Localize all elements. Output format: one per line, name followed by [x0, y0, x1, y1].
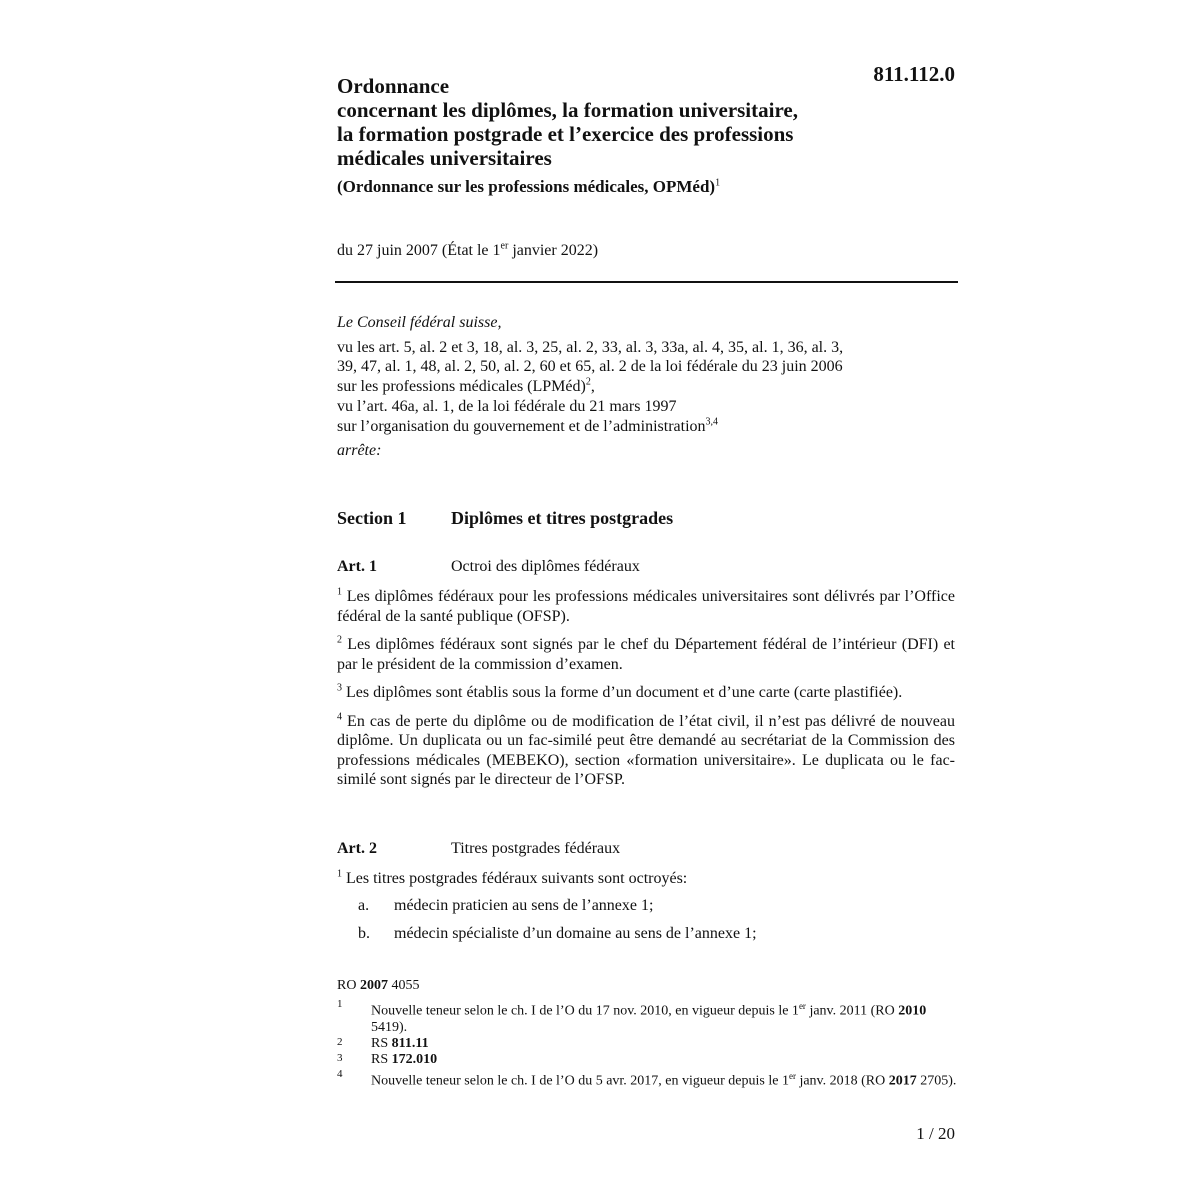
footnote	[337, 1068, 957, 1090]
paragraph-number: 1	[337, 586, 342, 598]
footnotes	[337, 998, 957, 1089]
article-number: Art. 1	[337, 558, 377, 575]
paragraph-text: En cas de perte du diplôme ou de modification de l’état civil, il n’est pas délivré de nouveau diplôme. Un duplicata ou un fac-similé peut être demandé au secrétariat de la Commission des professions médicales (MEBEKO), section «formation universitaire». Le duplicata ou le fac-similé sont signés par le directeur de l’OFSP.	[337, 712, 955, 788]
enacting-authority: Le Conseil fédéral suisse,	[337, 314, 502, 331]
date-superscript: er	[500, 240, 509, 252]
preamble-line	[337, 377, 957, 397]
date-text: janvier 2022)	[508, 242, 599, 259]
article-number: Art. 2	[337, 840, 377, 857]
article-title: Titres postgrades fédéraux	[451, 840, 621, 857]
paragraph-number: 4	[337, 711, 342, 723]
paragraph-text: Les titres postgrades fédéraux suivants sont octroyés:	[342, 870, 688, 887]
preamble-text: ,	[590, 378, 595, 396]
footnote-text	[371, 998, 957, 1036]
footnote-superscript: er	[788, 1070, 796, 1081]
list-letter: b.	[358, 925, 370, 942]
paragraph-text: Les diplômes sont établis sous la forme d’un document et d’une carte (carte plastifiée).	[342, 684, 903, 701]
preamble-line: 39, 47, al. 1, 48, al. 2, 50, al. 2, 60 et 65, al. 2 de la loi fédérale du 23 juin 2006	[337, 358, 843, 376]
decree-word: arrête:	[337, 442, 382, 460]
article-2-body	[337, 869, 955, 898]
preamble-line	[337, 417, 957, 437]
list-item	[337, 897, 955, 915]
preamble-line: vu les art. 5, al. 2 et 3, 18, al. 3, 25, al. 2, 33, al. 3, 33a, al. 4, 35, al. 1, 36, al. 3,	[337, 338, 844, 356]
footnote-bold: 172.010	[391, 1051, 438, 1067]
footnote-number: 3	[337, 1051, 343, 1064]
section-label: Section 1	[337, 508, 407, 528]
footnote-text	[371, 1068, 957, 1090]
page-number: 1 / 20	[916, 1124, 955, 1143]
preamble-text: sur les professions médicales (LPMéd)	[337, 378, 586, 396]
footnote-segment: janv. 2011 (RO	[805, 1003, 899, 1019]
preamble-line: vu l’art. 46a, al. 1, de la loi fédérale du 21 mars 1997	[337, 397, 677, 415]
short-title	[337, 176, 897, 198]
article-paragraph	[337, 869, 955, 889]
footnote	[337, 1052, 957, 1068]
footnote-ref: 2	[585, 376, 591, 388]
paragraph-number: 2	[337, 634, 342, 646]
article-heading	[337, 840, 620, 858]
paragraph-number: 3	[337, 682, 342, 694]
list-text: médecin spécialiste d’un domaine au sens de l’annexe 1;	[394, 925, 757, 942]
footnote-segment: Nouvelle teneur selon le ch. I de l’O du 17 nov. 2010, en vigueur depuis le 1	[371, 1003, 799, 1019]
ro-text: 4055	[387, 978, 420, 993]
footnote-text	[371, 1052, 957, 1068]
footnote-segment: 5419).	[371, 1019, 408, 1035]
article-paragraph	[337, 683, 955, 703]
footnote-segment: 2705).	[916, 1073, 957, 1089]
article-paragraph	[337, 712, 955, 790]
article-paragraph	[337, 635, 955, 674]
footnote-number: 1	[337, 998, 343, 1010]
footnote-segment: RS	[371, 1051, 392, 1067]
article-title: Octroi des diplômes fédéraux	[451, 558, 640, 575]
list-text: médecin praticien au sens de l’annexe 1;	[394, 897, 654, 914]
footnote-superscript: er	[798, 1001, 806, 1011]
paragraph-text: Les diplômes fédéraux pour les professions médicales universitaires sont délivrés par l’Office fédéral de la santé publique (OFSP).	[337, 588, 955, 625]
footnote	[337, 1036, 957, 1052]
footnote-ref: 3,4	[705, 416, 719, 428]
article-paragraph	[337, 587, 955, 626]
paragraph-number: 1	[337, 868, 342, 880]
title-line: médicales universitaires	[337, 146, 552, 170]
ro-reference	[337, 978, 419, 994]
footnote-bold: 811.11	[391, 1035, 429, 1051]
footnote-number: 2	[337, 1035, 343, 1048]
footnote-segment: Nouvelle teneur selon le ch. I de l’O du 5 avr. 2017, en vigueur depuis le 1	[371, 1073, 789, 1089]
footnote	[337, 998, 957, 1036]
title-line: la formation postgrade et l’exercice des professions	[337, 122, 794, 146]
paragraph-text: Les diplômes fédéraux sont signés par le chef du Département fédéral de l’intérieur (DFI) et par le président de la commission d’examen.	[337, 636, 955, 673]
section-title: Diplômes et titres postgrades	[451, 508, 674, 528]
title-line: concernant les diplômes, la formation universitaire,	[337, 98, 798, 122]
title-divider	[335, 281, 958, 283]
list-letter: a.	[358, 897, 370, 914]
ro-year: 2007	[359, 978, 388, 993]
short-title-text: (Ordonnance sur les professions médicales, OPMéd)	[337, 177, 716, 196]
date-text: du 27 juin 2007 (État le 1	[337, 242, 501, 259]
ro-text: RO	[337, 978, 360, 993]
footnote-bold: 2010	[898, 1003, 927, 1019]
footnote-text	[371, 1036, 957, 1052]
footnote-number: 4	[337, 1067, 343, 1080]
article-heading	[337, 558, 640, 576]
preamble	[337, 313, 957, 461]
footnote-bold: 2017	[888, 1073, 917, 1089]
section-heading	[337, 508, 673, 529]
title-line: Ordonnance	[337, 74, 450, 98]
list-item	[337, 925, 955, 943]
footnote-segment: janv. 2018 (RO	[795, 1073, 889, 1089]
article-1-body	[337, 587, 955, 799]
sr-number: 811.112.0	[873, 62, 955, 86]
footnote-segment: RS	[371, 1035, 392, 1051]
footnote-ref: 1	[715, 177, 721, 189]
preamble-text: sur l’organisation du gouvernement et de l’administration	[337, 417, 706, 435]
document-title	[337, 74, 897, 198]
document-date	[337, 242, 598, 260]
